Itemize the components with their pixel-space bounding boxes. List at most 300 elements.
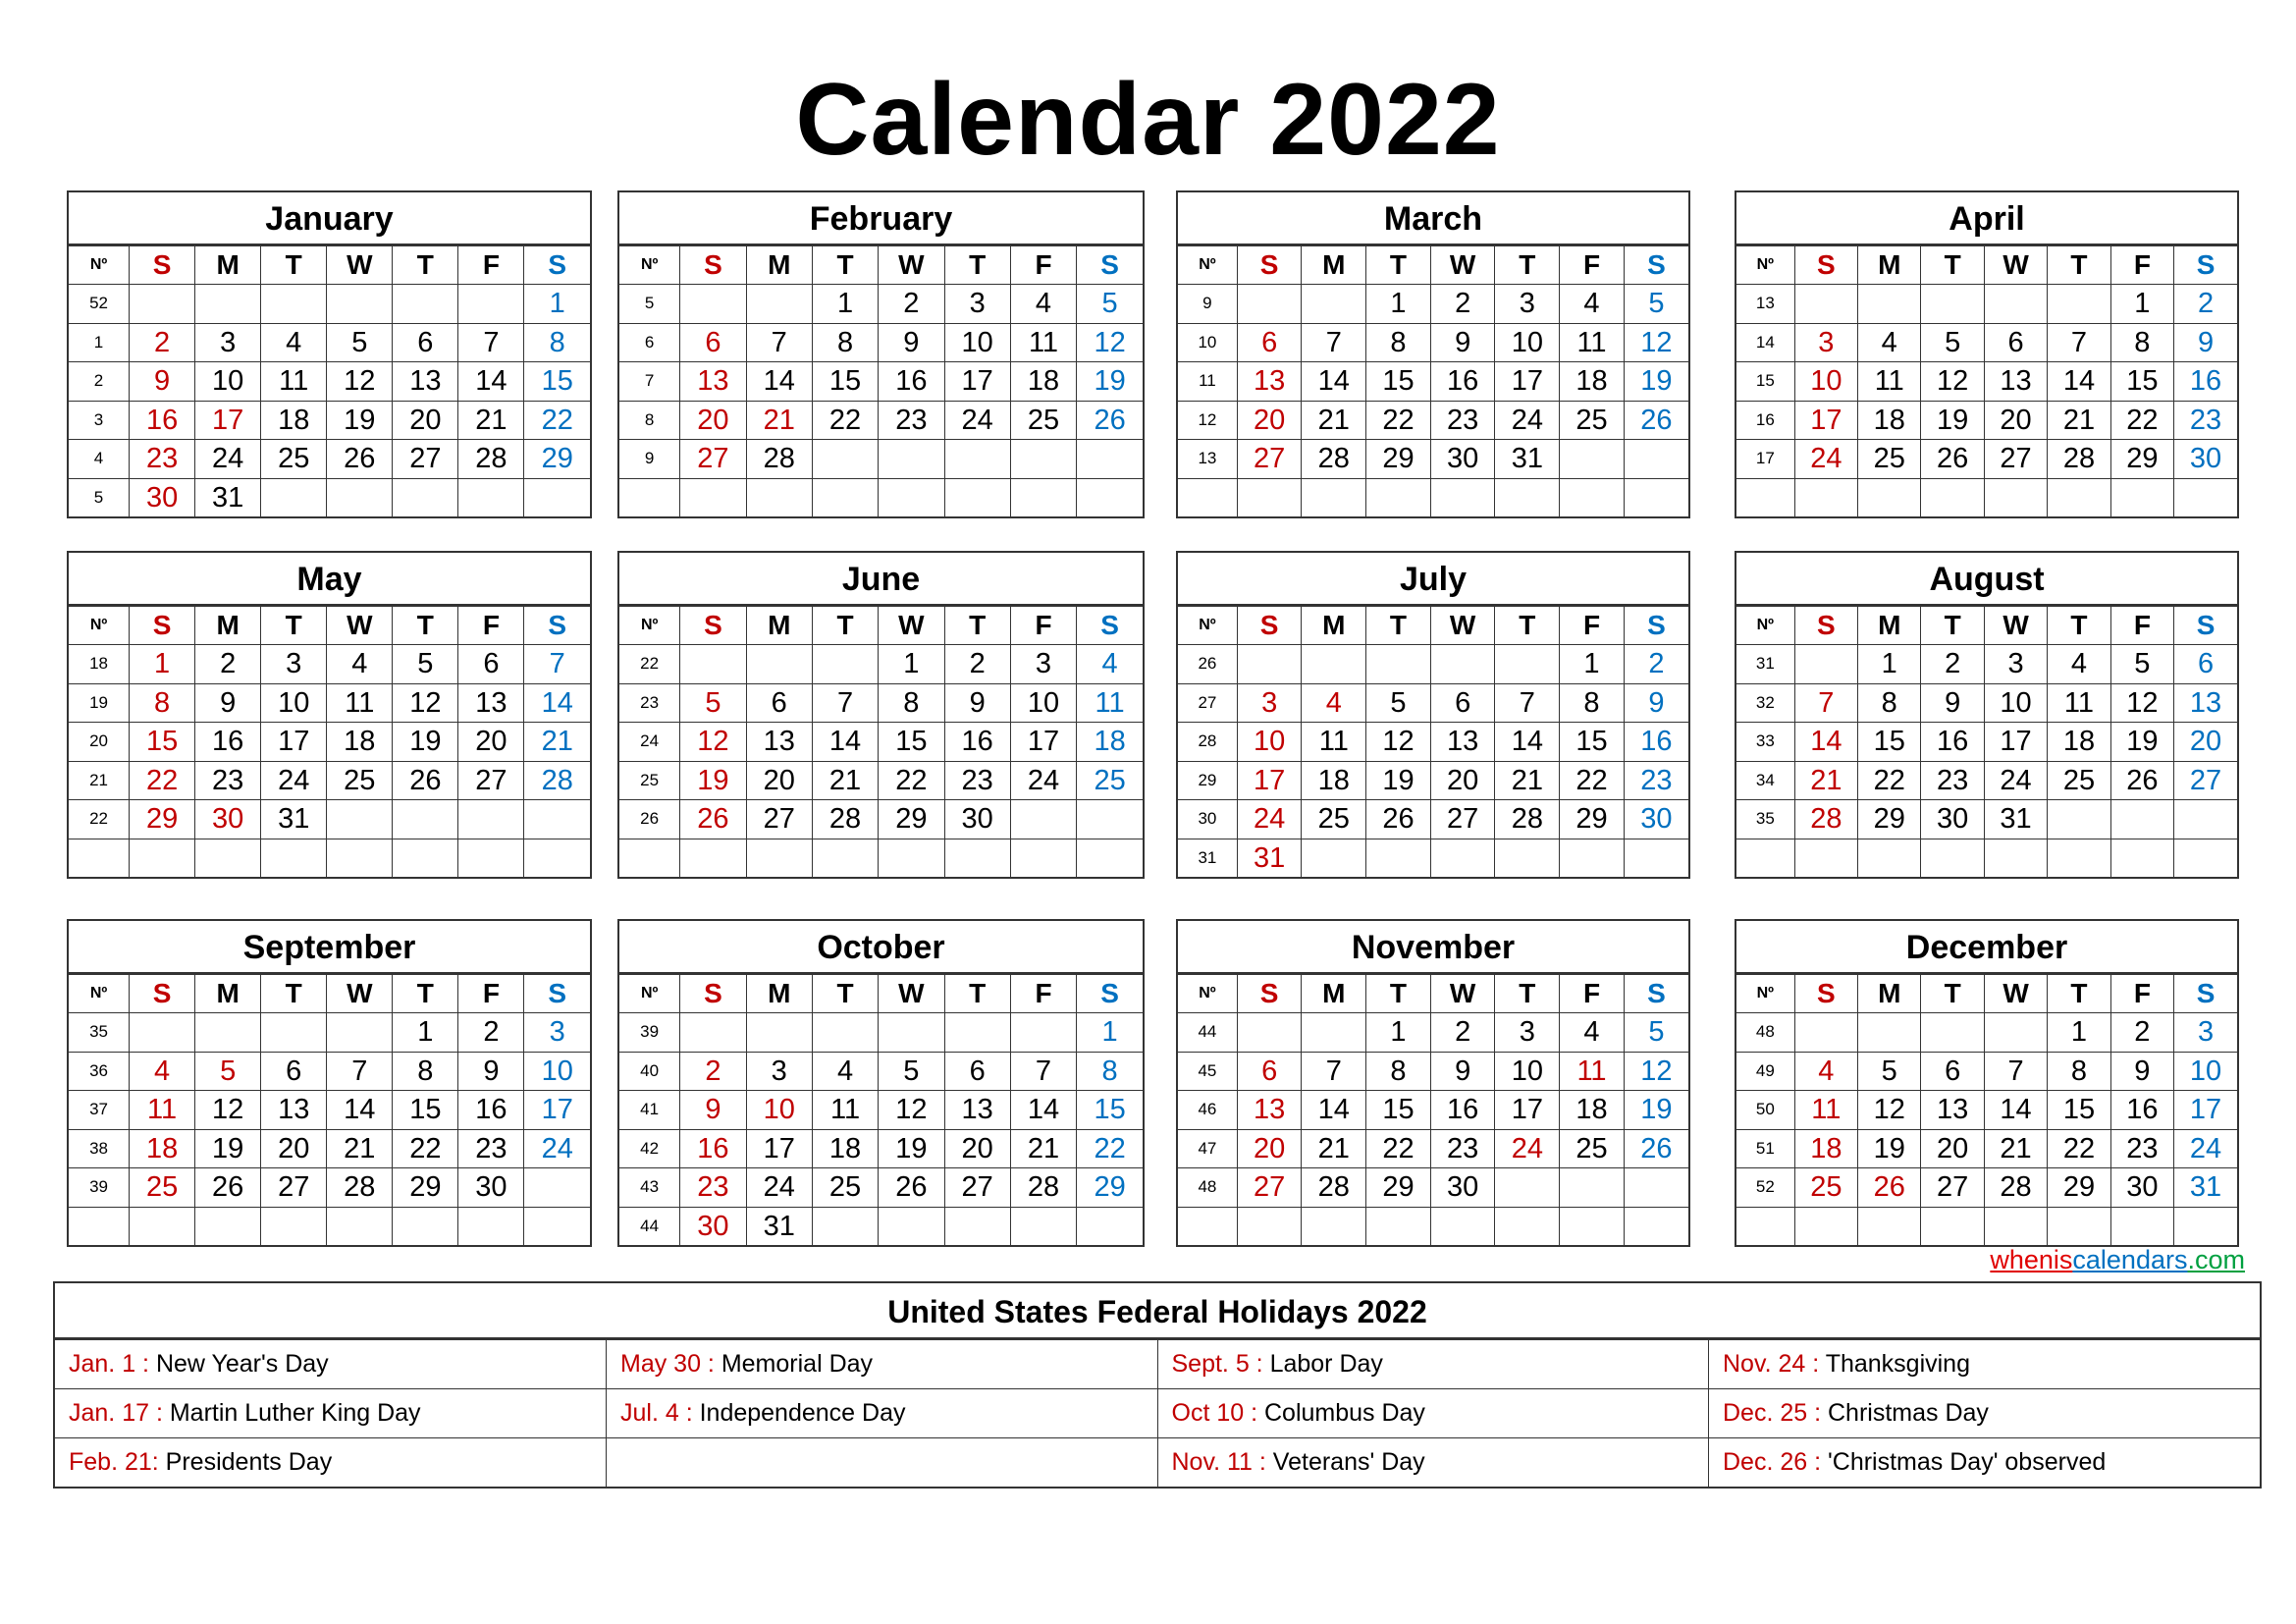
day-cell: 2 <box>130 323 195 362</box>
day-cell <box>1921 1013 1984 1053</box>
day-cell <box>1430 1207 1495 1245</box>
weekday-header: M <box>1302 975 1366 1013</box>
weekday-header: T <box>812 975 878 1013</box>
day-cell: 8 <box>1560 683 1625 723</box>
day-cell <box>393 478 458 516</box>
day-cell: 7 <box>1010 1052 1076 1091</box>
day-cell: 17 <box>1984 723 2047 762</box>
day-cell: 4 <box>812 1052 878 1091</box>
day-cell: 14 <box>1302 362 1366 402</box>
day-cell: 16 <box>130 401 195 440</box>
day-cell: 23 <box>1430 401 1495 440</box>
day-cell: 10 <box>195 362 261 402</box>
day-cell: 26 <box>1624 1129 1688 1168</box>
week-number: 2 <box>69 362 130 402</box>
day-cell: 14 <box>1302 1091 1366 1130</box>
day-cell: 3 <box>1794 323 1857 362</box>
day-cell <box>1302 1013 1366 1053</box>
week-number: 32 <box>1736 683 1794 723</box>
week-number: 37 <box>69 1091 130 1130</box>
day-cell: 27 <box>1430 800 1495 839</box>
week-number <box>1178 1207 1237 1245</box>
day-cell <box>1858 478 1921 516</box>
week-number: 43 <box>619 1168 680 1208</box>
week-row <box>1736 1013 2237 1053</box>
day-cell <box>2174 1207 2237 1245</box>
week-number: 41 <box>619 1091 680 1130</box>
month-february <box>617 190 1145 518</box>
day-cell <box>2174 839 2237 877</box>
day-cell: 16 <box>458 1091 524 1130</box>
week-row <box>69 1129 590 1168</box>
week-number: 45 <box>1178 1052 1237 1091</box>
day-cell: 18 <box>130 1129 195 1168</box>
weekday-header: M <box>746 246 812 285</box>
week-row <box>1178 323 1688 362</box>
week-number: 42 <box>619 1129 680 1168</box>
day-cell: 30 <box>1430 1168 1495 1208</box>
weekday-header: S <box>680 246 746 285</box>
day-cell: 29 <box>1560 800 1625 839</box>
weekday-header: F <box>458 607 524 645</box>
day-cell: 16 <box>1624 723 1688 762</box>
day-cell: 22 <box>2048 1129 2110 1168</box>
day-cell <box>458 800 524 839</box>
holiday-cell <box>55 1438 607 1488</box>
day-cell: 23 <box>458 1129 524 1168</box>
month-name: April <box>1736 192 2237 245</box>
day-cell: 10 <box>2174 1052 2237 1091</box>
week-number: 23 <box>619 683 680 723</box>
day-cell: 23 <box>130 440 195 479</box>
day-cell: 20 <box>1237 1129 1302 1168</box>
day-cell <box>261 285 327 324</box>
day-cell: 15 <box>2110 362 2173 402</box>
day-cell: 4 <box>327 645 393 684</box>
holiday-row <box>55 1389 2260 1438</box>
day-cell: 29 <box>1366 440 1431 479</box>
week-row <box>1736 839 2237 877</box>
day-cell: 12 <box>1624 323 1688 362</box>
week-number: 30 <box>1178 800 1237 839</box>
month-name: May <box>69 553 590 606</box>
day-cell: 25 <box>1794 1168 1857 1208</box>
week-number: 13 <box>1178 440 1237 479</box>
weekday-header-row <box>1178 975 1688 1013</box>
weekday-header: W <box>327 607 393 645</box>
day-cell <box>1010 800 1076 839</box>
weekday-header: T <box>261 607 327 645</box>
holiday-date: Sept. 5 : <box>1171 1350 1270 1378</box>
day-cell: 9 <box>1624 683 1688 723</box>
week-number: 31 <box>1178 839 1237 877</box>
day-cell <box>524 1207 590 1245</box>
weekday-header: T <box>1495 607 1560 645</box>
day-cell: 17 <box>2174 1091 2237 1130</box>
day-cell: 24 <box>2174 1129 2237 1168</box>
weekday-header-row <box>69 607 590 645</box>
month-name: February <box>619 192 1143 245</box>
weekday-header-row <box>619 975 1143 1013</box>
day-cell: 4 <box>1077 645 1143 684</box>
week-row <box>69 723 590 762</box>
day-cell: 16 <box>1430 1091 1495 1130</box>
day-cell <box>812 1207 878 1245</box>
week-row <box>1736 761 2237 800</box>
day-cell: 11 <box>812 1091 878 1130</box>
week-number: 25 <box>619 761 680 800</box>
day-cell: 15 <box>130 723 195 762</box>
day-cell <box>1984 478 2047 516</box>
day-cell: 20 <box>1984 401 2047 440</box>
weekday-header: M <box>1858 246 1921 285</box>
day-cell <box>327 478 393 516</box>
holiday-cell <box>55 1389 607 1438</box>
day-cell: 26 <box>1624 401 1688 440</box>
weekday-header-row <box>1736 246 2237 285</box>
weekday-header: S <box>1794 246 1857 285</box>
day-cell <box>1366 645 1431 684</box>
weekday-header: F <box>1560 607 1625 645</box>
week-number <box>1736 1207 1794 1245</box>
day-cell <box>1624 440 1688 479</box>
week-number: 26 <box>1178 645 1237 684</box>
week-number: 13 <box>1736 285 1794 324</box>
weekday-header: F <box>2110 246 2173 285</box>
day-cell: 25 <box>1560 401 1625 440</box>
weekday-header-row <box>1736 607 2237 645</box>
day-cell: 22 <box>1858 761 1921 800</box>
holiday-cell <box>1157 1389 1709 1438</box>
day-cell: 14 <box>1794 723 1857 762</box>
day-cell: 15 <box>1077 1091 1143 1130</box>
day-cell: 1 <box>879 645 944 684</box>
day-cell: 21 <box>746 401 812 440</box>
week-number <box>69 1207 130 1245</box>
day-cell: 12 <box>327 362 393 402</box>
week-number: 9 <box>619 440 680 479</box>
day-cell <box>524 800 590 839</box>
holiday-name: Labor Day <box>1269 1350 1383 1378</box>
week-row <box>69 839 590 877</box>
day-cell: 28 <box>458 440 524 479</box>
day-cell: 27 <box>1984 440 2047 479</box>
day-cell: 22 <box>524 401 590 440</box>
day-cell <box>879 1013 944 1053</box>
day-cell <box>458 839 524 877</box>
week-number-header: Nº <box>1178 246 1237 285</box>
holidays-table <box>53 1281 2262 1489</box>
day-cell: 5 <box>1921 323 1984 362</box>
week-row <box>1736 723 2237 762</box>
day-cell: 27 <box>261 1168 327 1208</box>
day-cell: 4 <box>130 1052 195 1091</box>
day-cell <box>195 285 261 324</box>
day-cell: 22 <box>130 761 195 800</box>
day-cell: 1 <box>2048 1013 2110 1053</box>
day-cell <box>393 800 458 839</box>
weekday-header: M <box>195 246 261 285</box>
weekday-header: T <box>1495 975 1560 1013</box>
day-cell: 6 <box>680 323 746 362</box>
day-cell: 28 <box>327 1168 393 1208</box>
week-number: 39 <box>69 1168 130 1208</box>
week-row <box>1736 285 2237 324</box>
week-number: 33 <box>1736 723 1794 762</box>
day-cell: 19 <box>393 723 458 762</box>
weekday-header: S <box>680 975 746 1013</box>
day-cell: 27 <box>944 1168 1010 1208</box>
day-cell: 4 <box>1794 1052 1857 1091</box>
day-cell: 18 <box>1077 723 1143 762</box>
week-row <box>1736 478 2237 516</box>
day-cell: 2 <box>1430 1013 1495 1053</box>
day-cell: 16 <box>879 362 944 402</box>
day-cell: 18 <box>1858 401 1921 440</box>
day-cell: 17 <box>1010 723 1076 762</box>
month-name: August <box>1736 553 2237 606</box>
weekday-header: F <box>1560 975 1625 1013</box>
weekday-header: T <box>261 246 327 285</box>
week-row <box>69 761 590 800</box>
day-cell <box>2174 478 2237 516</box>
weekday-header: T <box>1495 246 1560 285</box>
weekday-header: S <box>1624 607 1688 645</box>
day-cell: 20 <box>680 401 746 440</box>
day-cell: 11 <box>2048 683 2110 723</box>
day-cell: 24 <box>1794 440 1857 479</box>
holiday-date: Dec. 26 : <box>1723 1448 1828 1476</box>
week-row <box>69 683 590 723</box>
day-cell: 13 <box>1430 723 1495 762</box>
day-cell: 4 <box>1302 683 1366 723</box>
day-cell: 6 <box>1921 1052 1984 1091</box>
day-cell: 3 <box>1495 1013 1560 1053</box>
day-cell: 15 <box>1366 1091 1431 1130</box>
holiday-cell <box>1157 1340 1709 1389</box>
week-row <box>69 645 590 684</box>
day-cell <box>327 285 393 324</box>
week-row <box>1178 1207 1688 1245</box>
day-cell: 19 <box>327 401 393 440</box>
day-cell: 26 <box>680 800 746 839</box>
day-cell <box>195 1207 261 1245</box>
day-cell: 2 <box>1430 285 1495 324</box>
day-cell <box>944 1013 1010 1053</box>
weekday-header: T <box>812 246 878 285</box>
day-cell <box>1237 285 1302 324</box>
day-cell: 13 <box>1237 1091 1302 1130</box>
holiday-cell <box>1709 1340 2261 1389</box>
day-cell: 6 <box>458 645 524 684</box>
day-cell: 8 <box>1366 1052 1431 1091</box>
week-number-header: Nº <box>69 246 130 285</box>
week-number: 47 <box>1178 1129 1237 1168</box>
day-cell: 20 <box>2174 723 2237 762</box>
day-cell: 7 <box>524 645 590 684</box>
day-cell <box>812 478 878 516</box>
week-row <box>1736 1168 2237 1208</box>
day-cell <box>1624 478 1688 516</box>
week-number: 49 <box>1736 1052 1794 1091</box>
week-number: 35 <box>69 1013 130 1053</box>
day-cell <box>1495 645 1560 684</box>
day-cell: 15 <box>1858 723 1921 762</box>
week-number: 9 <box>1178 285 1237 324</box>
month-november <box>1176 919 1690 1247</box>
day-cell: 2 <box>458 1013 524 1053</box>
weekday-header: F <box>1010 246 1076 285</box>
week-number-header: Nº <box>1736 975 1794 1013</box>
day-cell: 26 <box>195 1168 261 1208</box>
day-cell <box>327 839 393 877</box>
day-cell: 12 <box>680 723 746 762</box>
day-cell <box>1624 839 1688 877</box>
day-cell: 27 <box>680 440 746 479</box>
day-cell: 4 <box>1010 285 1076 324</box>
day-cell: 10 <box>524 1052 590 1091</box>
day-cell <box>1921 478 1984 516</box>
day-cell: 2 <box>944 645 1010 684</box>
day-cell: 23 <box>680 1168 746 1208</box>
weekday-header: S <box>1237 246 1302 285</box>
day-cell: 1 <box>1366 285 1431 324</box>
month-june <box>617 551 1145 879</box>
day-cell: 19 <box>1624 1091 1688 1130</box>
day-cell: 20 <box>1430 761 1495 800</box>
day-cell: 31 <box>195 478 261 516</box>
day-cell: 8 <box>130 683 195 723</box>
day-cell: 18 <box>327 723 393 762</box>
weekday-header: T <box>2048 607 2110 645</box>
day-cell <box>1921 285 1984 324</box>
day-cell: 25 <box>130 1168 195 1208</box>
weekday-header: T <box>393 975 458 1013</box>
day-cell: 24 <box>195 440 261 479</box>
brand-link[interactable] <box>1990 1245 2245 1275</box>
day-cell <box>261 1013 327 1053</box>
week-number: 22 <box>619 645 680 684</box>
day-cell <box>1858 1013 1921 1053</box>
week-row <box>619 478 1143 516</box>
holiday-name: Thanksgiving <box>1825 1350 1970 1378</box>
week-number: 22 <box>69 800 130 839</box>
day-cell <box>1010 440 1076 479</box>
day-cell: 17 <box>1794 401 1857 440</box>
day-cell: 29 <box>524 440 590 479</box>
day-cell <box>1077 800 1143 839</box>
day-cell: 10 <box>261 683 327 723</box>
day-cell: 12 <box>2110 683 2173 723</box>
weekday-header: W <box>1984 975 2047 1013</box>
holiday-cell <box>607 1438 1158 1488</box>
day-cell <box>1858 1207 1921 1245</box>
week-row <box>69 1207 590 1245</box>
week-row <box>69 285 590 324</box>
week-row <box>1178 362 1688 402</box>
day-cell: 1 <box>1560 645 1625 684</box>
week-row <box>1736 1207 2237 1245</box>
week-row <box>619 800 1143 839</box>
day-cell: 4 <box>1560 285 1625 324</box>
week-row <box>1178 761 1688 800</box>
day-cell: 7 <box>458 323 524 362</box>
weekday-header: S <box>1624 975 1688 1013</box>
week-row <box>619 1091 1143 1130</box>
day-cell: 14 <box>1984 1091 2047 1130</box>
day-cell: 24 <box>746 1168 812 1208</box>
day-cell: 21 <box>524 723 590 762</box>
day-cell <box>1624 1168 1688 1208</box>
day-cell <box>2110 1207 2173 1245</box>
day-cell: 22 <box>1560 761 1625 800</box>
week-number: 35 <box>1736 800 1794 839</box>
day-cell: 26 <box>393 761 458 800</box>
week-row <box>619 323 1143 362</box>
day-cell: 22 <box>812 401 878 440</box>
day-cell: 27 <box>458 761 524 800</box>
day-cell <box>1984 1207 2047 1245</box>
weekday-header: T <box>1366 246 1431 285</box>
day-cell: 12 <box>1077 323 1143 362</box>
day-cell: 14 <box>1010 1091 1076 1130</box>
day-cell: 21 <box>327 1129 393 1168</box>
day-cell: 13 <box>2174 683 2237 723</box>
holiday-name: Independence Day <box>699 1399 906 1427</box>
weekday-header: S <box>130 607 195 645</box>
week-number: 31 <box>1736 645 1794 684</box>
day-cell: 31 <box>261 800 327 839</box>
day-cell: 11 <box>1077 683 1143 723</box>
day-cell: 24 <box>944 401 1010 440</box>
day-cell <box>746 1013 812 1053</box>
day-cell: 12 <box>879 1091 944 1130</box>
day-cell: 12 <box>1366 723 1431 762</box>
holiday-cell <box>55 1340 607 1389</box>
day-cell: 3 <box>1495 285 1560 324</box>
week-row <box>1736 440 2237 479</box>
day-cell: 10 <box>746 1091 812 1130</box>
week-number: 5 <box>619 285 680 324</box>
day-cell <box>879 478 944 516</box>
day-cell <box>1302 1207 1366 1245</box>
day-cell: 1 <box>524 285 590 324</box>
weekday-header: F <box>1560 246 1625 285</box>
day-cell: 23 <box>1921 761 1984 800</box>
week-number-header: Nº <box>69 975 130 1013</box>
week-row <box>1178 1168 1688 1208</box>
day-cell <box>1010 1013 1076 1053</box>
week-number: 3 <box>69 401 130 440</box>
day-cell: 8 <box>1366 323 1431 362</box>
weekday-header: F <box>1010 607 1076 645</box>
day-cell: 24 <box>1237 800 1302 839</box>
weekday-header: W <box>1430 975 1495 1013</box>
day-cell: 7 <box>327 1052 393 1091</box>
day-cell <box>2110 839 2173 877</box>
holiday-date: Jul. 4 : <box>620 1399 700 1427</box>
day-cell: 15 <box>879 723 944 762</box>
day-cell: 13 <box>680 362 746 402</box>
week-number: 11 <box>1178 362 1237 402</box>
week-number: 48 <box>1736 1013 1794 1053</box>
day-cell: 30 <box>1624 800 1688 839</box>
week-number: 8 <box>619 401 680 440</box>
day-cell <box>1984 285 2047 324</box>
day-cell: 2 <box>195 645 261 684</box>
day-cell: 9 <box>944 683 1010 723</box>
day-cell: 21 <box>2048 401 2110 440</box>
